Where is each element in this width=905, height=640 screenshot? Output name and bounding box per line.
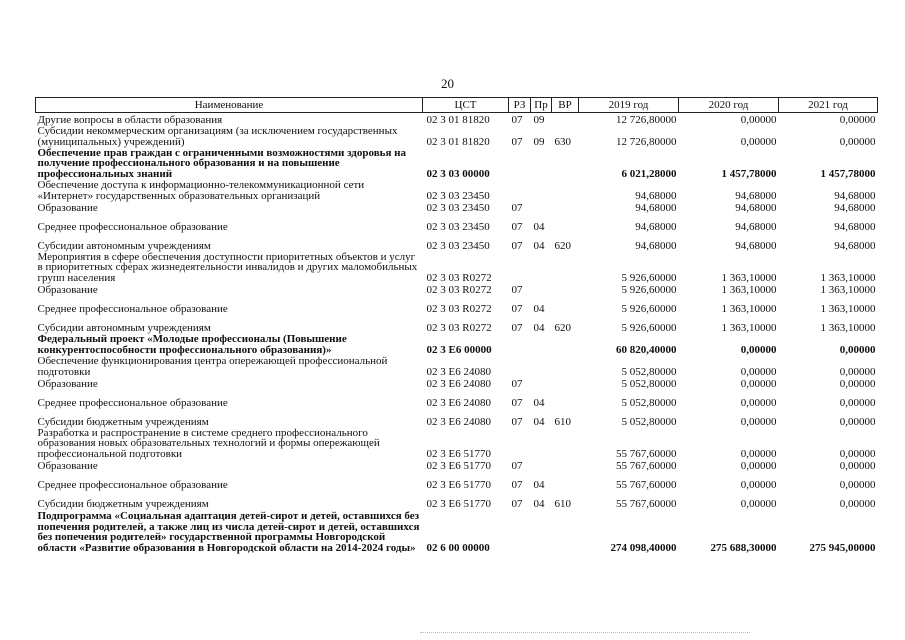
row-pr: 04: [533, 302, 545, 315]
row-name: Образование: [37, 201, 98, 214]
row-vr: [552, 389, 579, 408]
table-row: [36, 377, 878, 389]
row-2021: 1 363,10000: [820, 302, 876, 315]
header-2021: 2021 год: [779, 98, 878, 113]
row-2020: 0,00000: [740, 497, 777, 510]
row-2019: 55 767,60000: [616, 497, 677, 510]
row-2020: 94,68000: [735, 189, 777, 202]
row-2021: 0,00000: [839, 497, 876, 510]
row-2019: 5 052,80000: [621, 396, 677, 409]
row-2021: 94,68000: [834, 239, 876, 252]
row-rz: [509, 251, 531, 283]
row-rz: 07: [511, 396, 523, 409]
row-pr: [531, 377, 552, 389]
row-2020: 0,00000: [740, 113, 777, 126]
budget-table: [35, 97, 878, 553]
row-2021: 0,00000: [839, 113, 876, 126]
row-vr: [552, 427, 579, 459]
row-2019: 94,68000: [635, 239, 677, 252]
row-cst: 02 3 Е6 51770: [426, 497, 491, 510]
table-row: [36, 283, 878, 295]
row-name: Субсидии бюджетным учреждениям: [37, 415, 209, 428]
header-vr: ВР: [552, 98, 579, 113]
row-pr: [531, 147, 552, 179]
row-2019: 5 926,60000: [621, 302, 677, 315]
row-2021: 275 945,00000: [809, 541, 876, 554]
table-row: [36, 333, 878, 355]
row-cst: 02 3 Е6 51770: [426, 478, 491, 491]
row-2020: 1 363,10000: [721, 321, 777, 334]
row-2020: 94,68000: [735, 239, 777, 252]
row-2021: 0,00000: [839, 396, 876, 409]
table-row: [36, 201, 878, 213]
row-2021: 94,68000: [834, 189, 876, 202]
row-cst: 02 3 Е6 00000: [426, 343, 492, 356]
row-2021: 0,00000: [839, 415, 876, 428]
row-2019: 94,68000: [635, 201, 677, 214]
row-pr: [531, 509, 552, 553]
row-pr: 04: [533, 415, 545, 428]
row-pr: 04: [533, 497, 545, 510]
scan-artifact: [420, 632, 750, 634]
row-pr: 04: [533, 321, 545, 334]
row-pr: 04: [533, 239, 545, 252]
row-vr: [552, 201, 579, 213]
row-name: Субсидии автономным учреждениям: [37, 239, 211, 252]
row-2021: 1 363,10000: [820, 283, 876, 296]
row-2020: 0,00000: [740, 135, 777, 148]
row-2019: 5 926,60000: [621, 271, 677, 284]
row-2020: 1 363,10000: [721, 271, 777, 284]
row-vr: [552, 283, 579, 295]
row-vr: 620: [554, 321, 571, 334]
row-vr: [552, 179, 579, 201]
row-name: Среднее профессиональное образование: [37, 302, 228, 315]
row-cst: 02 3 03 R0272: [426, 271, 492, 284]
row-cst: 02 3 03 23450: [426, 201, 490, 214]
row-2020: 0,00000: [740, 459, 777, 472]
row-2019: 12 726,80000: [616, 135, 677, 148]
row-vr: [552, 147, 579, 179]
header-rz: РЗ: [509, 98, 531, 113]
row-cst: 02 3 01 81820: [426, 135, 490, 148]
table-row: [36, 408, 878, 427]
row-vr: [552, 377, 579, 389]
header-2019: 2019 год: [579, 98, 679, 113]
row-2020: 1 457,78000: [721, 167, 777, 180]
row-2019: 12 726,80000: [616, 113, 677, 126]
row-name: Субсидии бюджетным учреждениям: [37, 497, 209, 510]
row-rz: 07: [511, 220, 523, 233]
row-pr: 04: [533, 220, 545, 233]
row-pr: 09: [533, 135, 545, 148]
row-vr: 620: [554, 239, 571, 252]
row-name: Образование: [37, 283, 98, 296]
row-pr: 04: [533, 478, 545, 491]
row-cst: 02 3 03 23450: [426, 239, 490, 252]
row-2021: 0,00000: [839, 365, 876, 378]
row-name: Субсидии некоммерческим организациям (за исключением государственных (муниципальных) учреждений): [37, 125, 398, 148]
row-name: Разработка и распространение в системе среднего профессионального образования новых образовательных технологий и формы опережающей профессиональной подготовки: [37, 426, 380, 460]
table-row: [36, 113, 878, 126]
row-2020: 94,68000: [735, 220, 777, 233]
row-2021: 0,00000: [839, 459, 876, 472]
row-rz: 07: [511, 377, 523, 390]
row-cst: 02 3 Е6 24080: [426, 396, 491, 409]
table-row: [36, 490, 878, 509]
row-cst: 02 3 01 81820: [426, 113, 490, 126]
row-2021: 94,68000: [834, 220, 876, 233]
table-row: [36, 389, 878, 408]
row-cst: 02 3 Е6 24080: [426, 377, 491, 390]
row-2019: 5 926,60000: [621, 321, 677, 334]
row-2019: 94,68000: [635, 220, 677, 233]
row-2020: 0,00000: [740, 396, 777, 409]
row-rz: 07: [511, 459, 523, 472]
row-rz: [509, 333, 531, 355]
row-pr: [531, 333, 552, 355]
row-vr: [552, 113, 579, 126]
row-vr: 610: [554, 415, 571, 428]
row-vr: 630: [554, 135, 571, 148]
row-2021: 1 457,78000: [820, 167, 876, 180]
row-vr: [552, 355, 579, 377]
row-rz: [509, 509, 531, 553]
row-pr: [531, 427, 552, 459]
row-2021: 0,00000: [839, 478, 876, 491]
row-cst: 02 3 03 23450: [426, 220, 490, 233]
row-2020: 275 688,30000: [710, 541, 777, 554]
row-vr: [552, 471, 579, 490]
row-2020: 1 363,10000: [721, 302, 777, 315]
row-2021: 94,68000: [834, 201, 876, 214]
row-name: Среднее профессиональное образование: [37, 396, 228, 409]
header-cst: ЦСТ: [423, 98, 509, 113]
row-rz: 07: [511, 239, 523, 252]
row-cst: 02 3 03 R0272: [426, 302, 492, 315]
row-cst: 02 3 03 R0272: [426, 283, 492, 296]
table-header-row: [36, 98, 878, 113]
row-name: Субсидии автономным учреждениям: [37, 321, 211, 334]
row-name: Среднее профессиональное образование: [37, 478, 228, 491]
table-row: [36, 314, 878, 333]
row-name: Федеральный проект «Молодые профессионалы (Повышение конкурентоспособности профессионального образования)»: [37, 333, 347, 356]
row-2019: 5 926,60000: [621, 283, 677, 296]
row-cst: 02 3 Е6 24080: [426, 415, 491, 428]
row-2020: 0,00000: [740, 415, 777, 428]
row-pr: [531, 283, 552, 295]
table-row: [36, 232, 878, 251]
row-name: Мероприятия в сфере обеспечения доступности приоритетных объектов и услуг в приоритетных сферах жизнедеятельности инвалидов и других маломобильных групп населения: [37, 250, 418, 284]
row-rz: 07: [511, 283, 523, 296]
row-name: Другие вопросы в области образования: [37, 113, 223, 126]
row-pr: 09: [533, 113, 545, 126]
row-name: Образование: [37, 377, 98, 390]
row-2021: 1 363,10000: [820, 321, 876, 334]
row-name: Образование: [37, 459, 98, 472]
row-2020: 0,00000: [740, 447, 777, 460]
table-row: [36, 509, 878, 553]
row-2019: 55 767,60000: [616, 447, 677, 460]
row-2019: 55 767,60000: [616, 459, 677, 472]
row-2019: 5 052,80000: [621, 415, 677, 428]
row-2020: 0,00000: [740, 377, 777, 390]
row-2020: 1 363,10000: [721, 283, 777, 296]
table-row: [36, 147, 878, 179]
row-pr: 04: [533, 396, 545, 409]
row-cst: 02 6 00 00000: [426, 541, 490, 554]
row-rz: 07: [511, 135, 523, 148]
row-2019: 60 820,40000: [616, 343, 677, 356]
table-row: [36, 295, 878, 314]
row-pr: [531, 251, 552, 283]
table-row: [36, 251, 878, 283]
row-vr: 610: [554, 497, 571, 510]
table-row: [36, 471, 878, 490]
row-vr: [552, 295, 579, 314]
row-cst: 02 3 03 23450: [426, 189, 490, 202]
row-cst: 02 3 03 00000: [426, 167, 490, 180]
table-row: [36, 355, 878, 377]
row-2021: 0,00000: [839, 447, 876, 460]
row-name: Обеспечение прав граждан с ограниченными возможностями здоровья на получение профессионального образования и на повышение профессиональных знаний: [37, 146, 407, 180]
row-rz: 07: [511, 302, 523, 315]
row-cst: 02 3 Е6 24080: [426, 365, 491, 378]
table-row: [36, 213, 878, 232]
row-rz: 07: [511, 415, 523, 428]
row-name: Подпрограмма «Социальная адаптация детей-сирот и детей, оставшихся без попечения родителей, а также лиц из числа детей-сирот и детей, оставшихся без попечения родителей» государственной программы Новгородской области «Развитие образования в Новгородской области на 2014-2024 годы»: [37, 510, 420, 554]
row-2021: 0,00000: [839, 343, 876, 356]
row-rz: [509, 355, 531, 377]
row-vr: [552, 509, 579, 553]
row-2019: 5 052,80000: [621, 377, 677, 390]
row-rz: 07: [511, 113, 523, 126]
row-2020: 94,68000: [735, 201, 777, 214]
row-vr: [552, 459, 579, 471]
row-2020: 0,00000: [740, 343, 777, 356]
row-2019: 274 098,40000: [610, 541, 677, 554]
row-2020: 0,00000: [740, 478, 777, 491]
row-rz: [509, 427, 531, 459]
row-2019: 5 052,80000: [621, 365, 677, 378]
row-2020: 0,00000: [740, 365, 777, 378]
row-rz: [509, 147, 531, 179]
row-rz: 07: [511, 497, 523, 510]
row-rz: 07: [511, 478, 523, 491]
header-2020: 2020 год: [679, 98, 779, 113]
row-pr: [531, 459, 552, 471]
row-2021: 0,00000: [839, 135, 876, 148]
row-2019: 55 767,60000: [616, 478, 677, 491]
row-cst: 02 3 Е6 51770: [426, 459, 491, 472]
row-rz: [509, 179, 531, 201]
page-number: 20: [441, 76, 454, 91]
row-rz: 07: [511, 201, 523, 214]
header-name: Наименование: [36, 98, 423, 113]
row-2019: 94,68000: [635, 189, 677, 202]
row-rz: 07: [511, 321, 523, 334]
row-cst: 02 3 03 R0272: [426, 321, 492, 334]
header-pr: Пр: [531, 98, 552, 113]
row-2019: 6 021,28000: [621, 167, 677, 180]
row-2021: 0,00000: [839, 377, 876, 390]
table-row: [36, 459, 878, 471]
row-cst: 02 3 Е6 51770: [426, 447, 491, 460]
row-pr: [531, 201, 552, 213]
row-2021: 1 363,10000: [820, 271, 876, 284]
row-pr: [531, 179, 552, 201]
row-pr: [531, 355, 552, 377]
row-name: Среднее профессиональное образование: [37, 220, 228, 233]
table-row: [36, 179, 878, 201]
row-vr: [552, 213, 579, 232]
table-row: [36, 427, 878, 459]
row-name: Обеспечение функционирования центра опережающей профессиональной подготовки: [37, 355, 388, 378]
row-name: Обеспечение доступа к информационно-телекоммуникационной сети «Интернет» государственных образовательных организаций: [37, 179, 365, 202]
row-vr: [552, 333, 579, 355]
row-vr: [552, 251, 579, 283]
table-row: [36, 125, 878, 147]
